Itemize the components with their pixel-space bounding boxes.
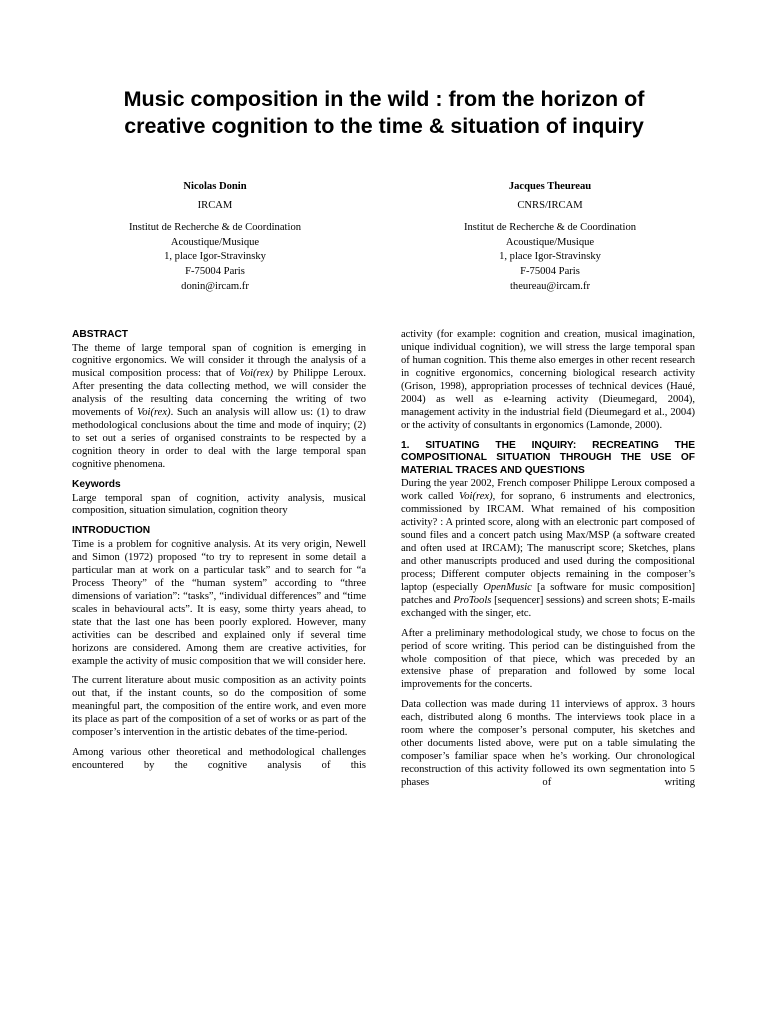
author-block-1 — [70, 180, 360, 294]
keywords-text: Large temporal span of cognition, activity analysis, musical composition, situation simulation, cognition theory — [72, 492, 366, 517]
abstract-text-part: by Philippe Leroux. After presenting the data collecting method, we will consider the analysis of the resulting data concerning the writing of two movements of — [72, 368, 366, 419]
section-1-paragraph-2: After a preliminary methodological study, we chose to focus on the period of score writing. This period can be distinguished from the whole composition of that piece, which was preceded by an extensive phase of preparation and followed by some local improvements for the concerts. — [401, 627, 695, 691]
abstract-text-part: The theme of large temporal span of cognition is emerging in cognitive ergonomics. We will consider it through the analysis of a musical composition process: that of — [72, 342, 366, 380]
author-address-line: 1, place Igor-Stravinsky — [164, 251, 266, 263]
author-address-line: 1, place Igor-Stravinsky — [499, 251, 601, 263]
section-1-text-part: [sequencer] sessions) and screen shots; E-mails exchanged with the singer, etc. — [401, 594, 695, 619]
work-title: Voi(rex) — [136, 407, 171, 419]
introduction-paragraph-1: Time is a problem for cognitive analysis. At its very origin, Newell and Simon (1972) proposed “to try to represent in some detail a particular man at work on a particular task” and to search for “a Process Theory” of the “human system” according to “three dimensions of variation”: “tasks”, “individual differences” and “time scales in behavioural acts”. It is easy, some thirty years ahead, to state that the last one has been poorly explored. However, many activities can be described and explained only if several time horizons are considered. Among them are creative activities, for example the activity of music composition that we will consider here. — [72, 538, 366, 667]
author-name: Nicolas Donin — [183, 181, 247, 192]
introduction-heading: INTRODUCTION — [72, 525, 151, 537]
introduction-paragraph-3: Among various other theoretical and methodological challenges encountered by the cognitive analysis of this — [72, 747, 366, 772]
keywords-heading-text: Keywords — [72, 479, 121, 491]
author-address-line: Acoustique/Musique — [505, 236, 595, 248]
abstract-text-part: . Such an analysis will allow us: (1) to draw methodological conclusions about the time and mode of inquiry; (2) to set out a series of organised constraints to be respected by a cognition theory in order to deal with the large temporal span cognitive phenomena. — [72, 407, 366, 471]
section-1-paragraph-3: Data collection was made during 11 interviews of approx. 3 hours each, distributed along 6 months. The interviews took place in a room where the composer’s personal computer, his sketches and other documents listed above, were put on a table simulating the composer’s familiar space when he’s working. Our chronological reconstruction of this activity followed its own segmentation into 5 phases of writing — [401, 699, 695, 789]
author-address-line: F-75004 Paris — [185, 265, 245, 277]
software-name: ProTools — [453, 594, 492, 606]
author-address-line: Acoustique/Musique — [170, 236, 260, 248]
author-address-line: Institut de Recherche & de Coordination — [463, 222, 637, 234]
title-line-2: creative cognition to the time & situation of inquiry — [124, 114, 644, 138]
author-affiliation: IRCAM — [197, 199, 233, 211]
section-1-paragraph-1 — [401, 478, 695, 620]
author-address-line: Institut de Recherche & de Coordination — [128, 222, 302, 234]
author-block-2 — [405, 180, 695, 294]
introduction-paragraph-2: The current literature about music composition as an activity points out that, if the instant counts, so do the composition of some meaningful part, the composition of the entire work, and even more its place as part of the composition of a set of works or as part of the composer’s intervention in the artistic debates of the time-period. — [72, 675, 366, 739]
work-title: Voi(rex) — [459, 491, 493, 503]
author-name: Jacques Theureau — [508, 181, 592, 192]
introduction-paragraph-3-continued: activity (for example: cognition and creation, musical imagination, unique individual cognition), we will stress the large temporal span of human cognition. This theme also emerges in other recent research in cognitive ergonomics, concerning biological research activity (Grison, 1998), appropriation processes of technical devices (Haué, 2004) as well as e-learning activity (Dieumegard, 2004), management activity in the industrial field (Dieumegard et al., 2004) or the activity of consultants in ergonomics (Lamonde, 2000). — [401, 329, 695, 431]
keywords-heading — [72, 479, 366, 492]
section-1-text-part: , for soprano, 6 instruments and electronics, commissioned by IRCAM. What remained of his composition activity? : A printed score, along with an electronic part composed of sound files and a concert patch using Max/MSP (a software created and often used at IRCAM); The manuscript score; Sketches, plans and other manuscripts produced and used during the compositional process; Different computer objects remaining in the composer’s laptop (especially — [401, 491, 695, 593]
author-affiliation: CNRS/IRCAM — [517, 199, 583, 211]
work-title: Voi(rex) — [239, 368, 274, 380]
section-1-text-part: During the year 2002, French composer Philippe Leroux composed a work called — [401, 478, 695, 503]
author-email: theureau@ircam.fr — [509, 280, 591, 292]
title-line-1: Music composition in the wild : from the horizon of — [123, 87, 645, 111]
section-1-heading: 1. SITUATING THE INQUIRY: RECREATING THE COMPOSITIONAL SITUATION THROUGH THE USE OF MATERIAL TRACES AND QUESTIONS — [401, 439, 695, 476]
paper-title — [40, 86, 728, 140]
software-name: OpenMusic — [483, 581, 532, 593]
author-address-line: F-75004 Paris — [520, 265, 580, 277]
left-column — [72, 329, 366, 773]
right-column — [401, 329, 695, 790]
section-1-text-part: [a software for music composition] patches and — [401, 581, 695, 606]
abstract-text — [72, 343, 366, 473]
author-email: donin@ircam.fr — [181, 280, 249, 292]
abstract-heading: ABSTRACT — [72, 329, 129, 340]
